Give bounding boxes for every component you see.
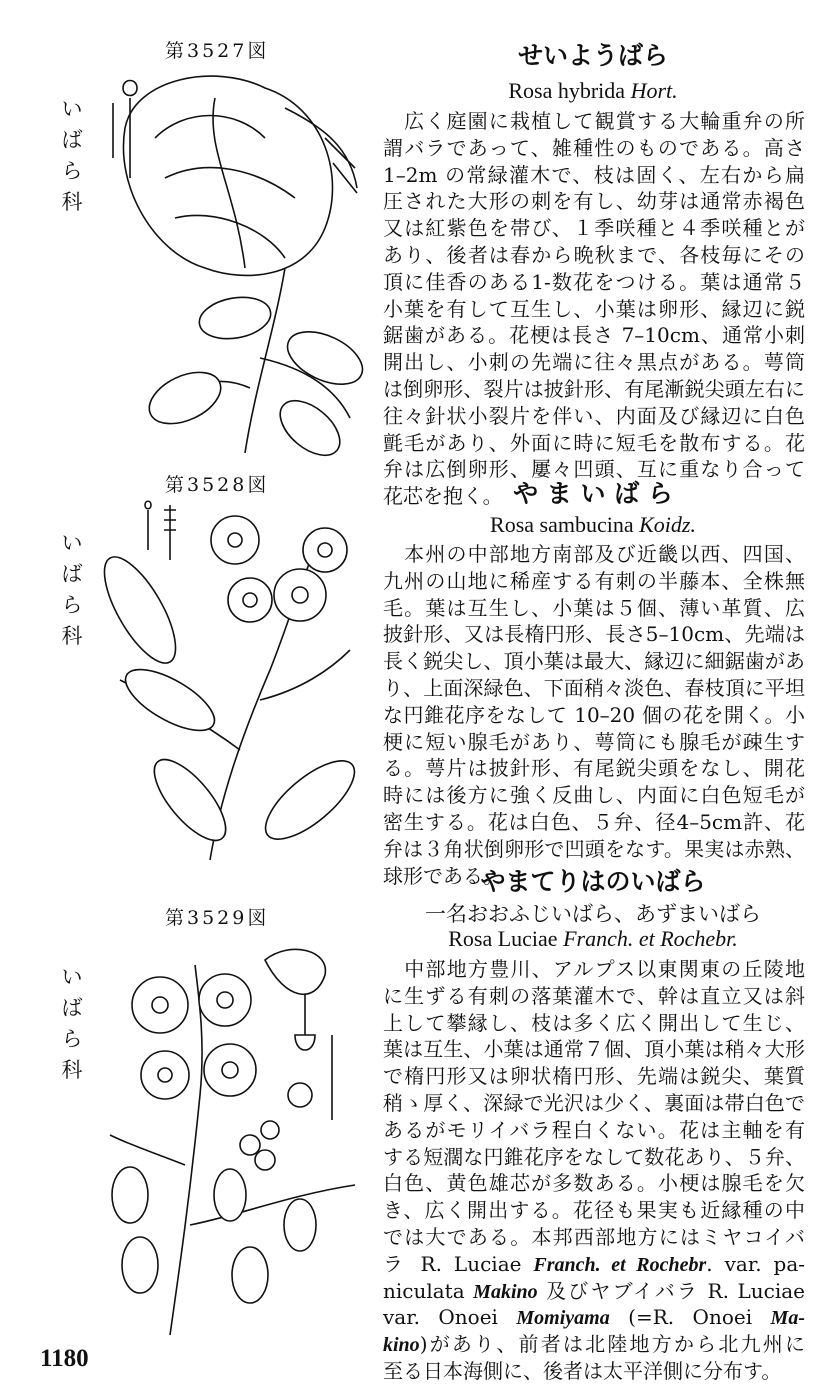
text-line: で楕円形又は卵状楕円形、先端は鋭尖、葉質: [383, 1064, 805, 1089]
entry-title: やまてりはのいばら: [480, 867, 706, 896]
italic-text: Franch. et Rochebr: [533, 1253, 707, 1276]
text-line: 梗に短い腺毛があり、萼筒にも腺毛が疎生す: [383, 729, 805, 754]
text-line: 開出し、小刺の先端に往々黒点がある。萼筒: [383, 350, 805, 375]
italic-text: Hort.: [630, 78, 678, 103]
italic-text: Franch. et Rochebr.: [563, 926, 738, 951]
family-label: いばら科: [61, 965, 83, 1082]
text-line: な円錐花序をなして 10–20 個の花を開く。小: [383, 702, 805, 727]
text-line: 小葉を有して互生し、小葉は卵形、縁辺に鋭: [383, 296, 805, 321]
italic-text: Momiyama: [516, 1307, 610, 1330]
text-line: 謂バラであって、雑種性のものである。高さ: [383, 135, 805, 160]
text-line: 毛。葉は互生し、小葉は５個、薄い革質、広: [383, 595, 805, 620]
italic-text: Koidz.: [639, 512, 696, 537]
text-line: 広く庭園に栽植して観賞する大輪重弁の所: [383, 109, 805, 133]
text-line: は倒卵形、裂片は披針形、有尾漸鋭尖頭左右に: [383, 376, 805, 401]
latin-name: [378, 512, 808, 538]
text-line: 披針形、又は長楕円形、長さ5–10cm、先端は: [383, 622, 805, 647]
entry-description: [383, 541, 805, 889]
text-line: する短濶な円錐花序をなして数花あり、５弁、: [383, 1144, 805, 1169]
latin-name: [378, 78, 808, 104]
text-line: [383, 1304, 805, 1331]
italic-text: Makino: [473, 1280, 538, 1303]
text-line: 弁は広倒卵形、屢々凹頭、互に重なり合って: [383, 457, 805, 482]
text-line: り、上面深緑色、下面稍々淡色、春枝頂に平坦: [383, 675, 805, 700]
text-segment: )があり、前者は北陸地方から北九州に: [419, 1332, 805, 1357]
entry-description: [383, 956, 805, 1385]
entry-title: や ま い ば ら: [513, 479, 673, 508]
text-line: では大である。本邦西部地方にはミヤコイバ: [383, 1224, 805, 1249]
text-segment: Rosa sambucina: [490, 512, 640, 537]
italic-text: kino: [383, 1334, 420, 1357]
entry-title: せいようばら: [517, 41, 668, 70]
text-segment: ラ R. Luciae: [383, 1251, 534, 1276]
family-label: いばら科: [61, 531, 83, 648]
text-line: あるがモリイバラ程白くない。花は主軸を有: [383, 1117, 805, 1142]
text-line: あり、後者は春から晩秋まで、各枝毎にその: [383, 242, 805, 267]
text-line: 球形である。: [383, 863, 503, 888]
yamateriha-illustration: [100, 945, 365, 1340]
yamaibara-illustration: [100, 500, 360, 865]
text-line: に生ずる有刺の落葉灌木で、幹は直立又は斜: [383, 983, 805, 1008]
rose-illustration: [95, 68, 365, 463]
page-number: 1180: [40, 1345, 89, 1372]
text-segment: Rosa Luciae: [448, 926, 564, 951]
text-line: 中部地方豊川、アルプス以東関東の丘陵地: [383, 957, 805, 981]
text-segment: (=R. Onoei: [609, 1305, 771, 1330]
text-segment: Rosa hybrida: [508, 78, 631, 103]
text-line: 氈毛があり、外面に時に短毛を散布する。花: [383, 430, 805, 455]
text-line: 九州の山地に稀産する有刺の半藤本、全株無: [383, 568, 805, 593]
latin-name: [378, 926, 808, 952]
text-line: 稍ゝ厚く、深緑で光沢は少く、裏面は帯白色で: [383, 1090, 805, 1115]
text-line: 1–2m の常緑灌木で、枝は固く、左右から扁: [383, 162, 805, 187]
text-line: 時には後方に強く反曲し、内面に白色短毛が: [383, 783, 805, 808]
text-line: き、広く開出する。花径も果実も近縁種の中: [383, 1198, 805, 1223]
figure-label: 第3529図: [165, 907, 270, 929]
text-segment: niculata: [383, 1278, 474, 1303]
text-line: 上して攀縁し、枝は多く広く開出して生じ、: [383, 1010, 805, 1035]
text-line: 頂に佳香のある1-数花をつける。葉は通常５: [383, 269, 805, 294]
figure-label: 第3528図: [165, 474, 270, 496]
figure-label: 第3527図: [165, 40, 270, 62]
family-label: いばら科: [61, 97, 83, 214]
text-line: 白色、黄色雄芯が多数ある。小梗は腺毛を欠: [383, 1171, 805, 1196]
text-line: 葉は互生、小葉は通常７個、頂小葉は稍々大形: [383, 1037, 805, 1062]
entry-description: [383, 108, 805, 510]
text-line: [383, 1251, 805, 1278]
text-line: 密生する。花は白色、５弁、径4–5cm許、花: [383, 809, 805, 834]
text-segment: . var. pa-: [706, 1251, 805, 1276]
italic-text: Ma-: [770, 1307, 805, 1330]
text-line: [383, 1278, 805, 1305]
text-line: る。萼片は披針形、有尾鋭尖頭をなし、開花: [383, 756, 805, 781]
text-line: 鋸歯がある。花梗は長さ 7–10cm、通常小刺: [383, 323, 805, 348]
text-line: 圧された大形の刺を有し、幼芽は通常赤褐色: [383, 189, 805, 214]
text-segment: var. Onoei: [383, 1305, 517, 1330]
text-line: 弁は３角状倒卵形で凹頭をなす。果実は赤熟、: [383, 836, 805, 861]
text-line: 本州の中部地方南部及び近畿以西、四国、: [383, 542, 805, 566]
text-line: 又は紅紫色を帯び、１季咲種と４季咲種とが: [383, 216, 805, 241]
text-line: 花芯を抱く。: [383, 484, 503, 509]
text-line: [383, 1331, 805, 1358]
alternate-names: 一名おおふじいばら、あずまいばら: [425, 902, 761, 926]
text-line: 往々針状小裂片を伴い、内面及び縁辺に白色: [383, 403, 805, 428]
text-segment: 及びヤブイバラ R. Luciae: [537, 1278, 805, 1303]
text-line: 長く鋭尖し、頂小葉は最大、縁辺に細鋸歯があ: [383, 649, 805, 674]
text-line: 至る日本海側に、後者は太平洋側に分布す。: [383, 1358, 782, 1383]
